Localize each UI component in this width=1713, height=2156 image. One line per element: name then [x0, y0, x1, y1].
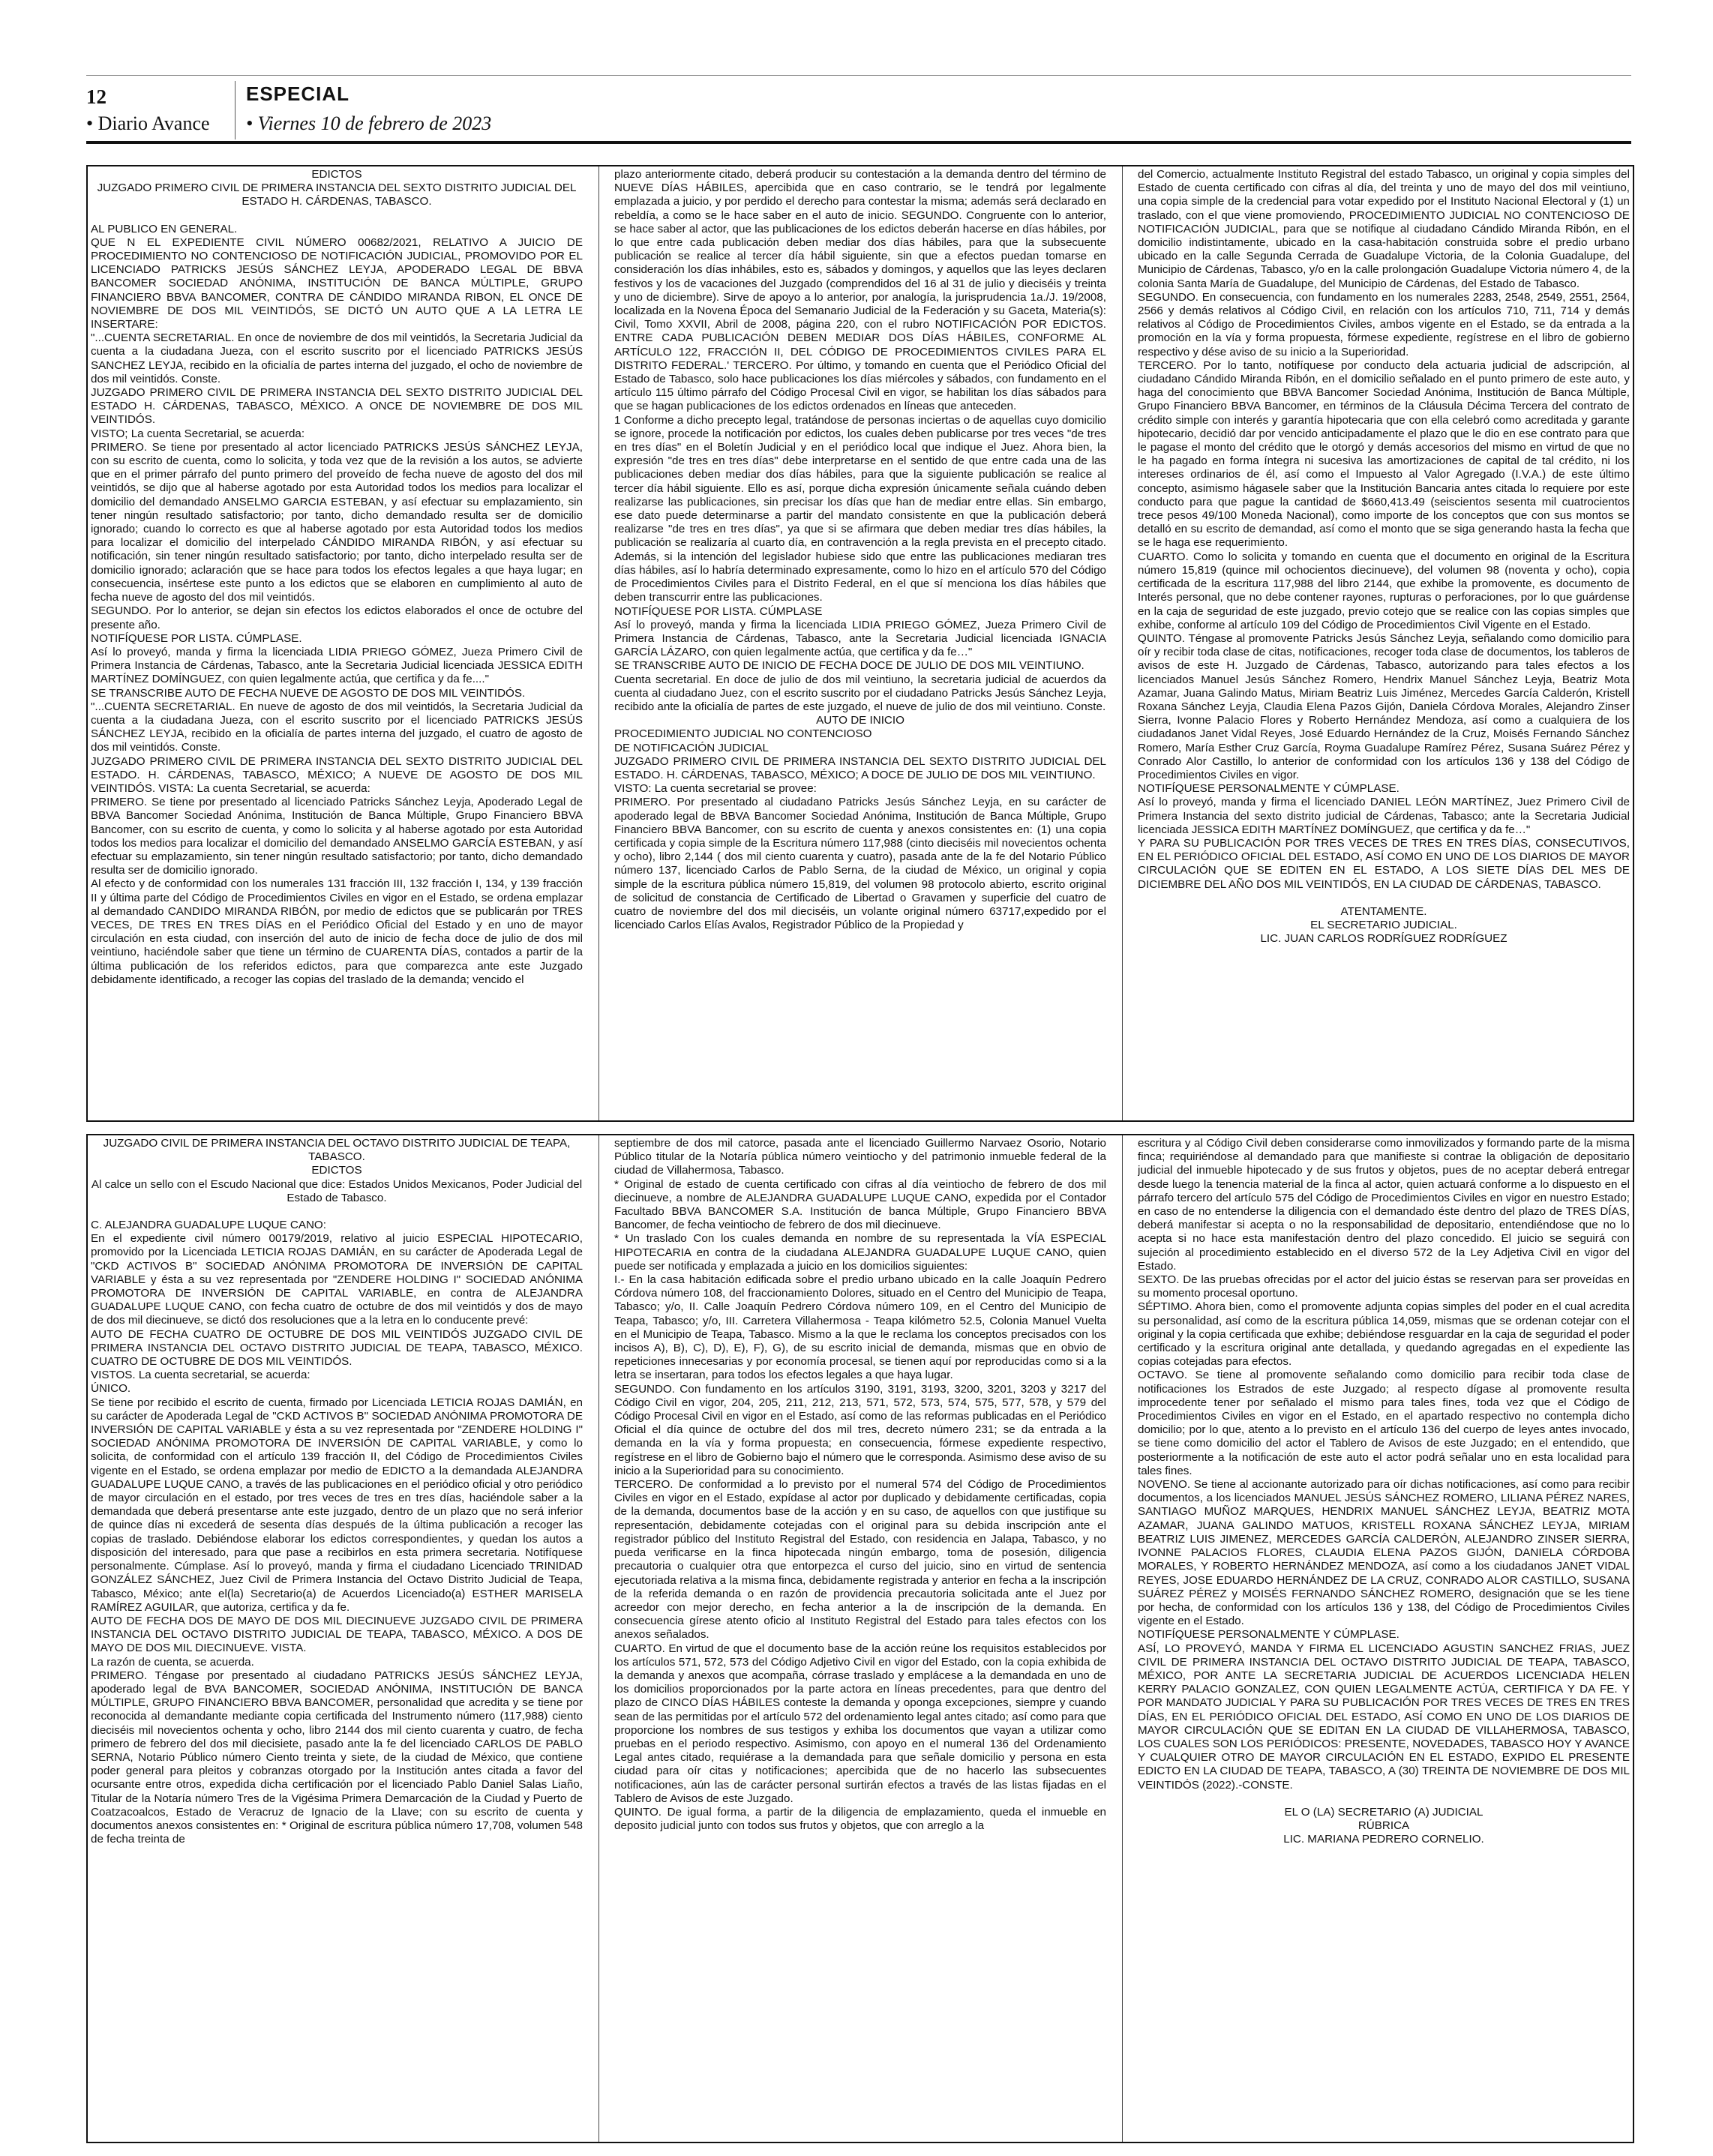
paragraph: escritura y al Código Civil deben considerarse como inmovilizados y formando parte de la misma finca; requiriéndose al demandado para que manifieste si contrae la obligación de depositario judicial del inmueble hipotecado y de sus frutos y objetos, pues de no aceptar deberá entregar desde luego la tenencia material de la finca al actor, quien actuará conforme a lo dispuesto en el párrafo tercero del artículo 575 del Código de Procedimientos Civiles en vigor en nuestro Estado; en caso de no entenderse la diligencia con el demandado éste dentro del plazo de TRES DÍAS, deberá manifestar si acepta o no la responsabilidad de depositario, entendiéndose que no lo acepta si no hace esta manifestación dentro del plazo concedido. El juicio se seguirá con sujeción al procedimiento establecido en el diverso 572 de la Ley Adjetiva Civil en vigor del Estado.	[1138, 1137, 1630, 1273]
paragraph: SEGUNDO. Con fundamento en los artículos 3190, 3191, 3193, 3200, 3201, 3203 y 3217 del Código Civil en vigor, 204, 205, 211, 212, 213, 571, 572, 573, 574, 575, 577, 578, y 579 del Código Procesal Civil en vigor en el Estado, así como de las reformas publicadas en el Periódico Oficial el día quince de octubre del dos mil tres, decreto número 231; se da entrada a la demanda en la vía y forma propuesta; en consecuencia, fórmese expediente respectivo, regístrese en el libro de Gobierno bajo el número que le corresponda. Asimismo dese aviso de su inicio a la Superioridad para su conocimiento.	[614, 1382, 1106, 1477]
column-1	[91, 166, 583, 1120]
paragraph: VISTO: La cuenta secretarial se provee:	[614, 782, 817, 796]
paragraph: JUZGADO PRIMERO CIVIL DE PRIMERA INSTANCIA DEL SEXTO DISTRITO JUDICIAL DEL ESTADO. H. CÁRDENAS, TABASCO, MÉXICO; A NUEVE DE AGOSTO DE DOS MIL VEINTIDÓS. VISTA: La cuenta Secretarial, se acuerda:	[91, 754, 583, 795]
paragraph: NOVENO. Se tiene al accionante autorizado para oír dichas notificaciones, así como para recibir documentos, a los licenciados MANUEL JESÚS SÁNCHEZ ROMERO, LILIANA PÉREZ NARES, SANTIAGO MUÑOZ MARQUES, HENDRIX MANUEL SÁNCHEZ LEYJA, BEATRIZ MOTA AZAMAR, JUANA GALINDO MATUOS, KRISTELL ROXANA SÁNCHEZ LEYJA, MIRIAM BEATRIZ LUIS JIMENEZ, MERCEDES GARCÍA CALDERÓN, ALEJANDRO ZINSER SIERRA, IVONNE PALACIOS FLORES, CLAUDIA ELENA PAZOS GIJÓN, DANIELA CÓRDOBA MORALES, Y ROBERTO HERNÁNDEZ MENDOZA, así como a los ciudadanos JANET VIDAL REYES, JOSE EDUARDO HERNÁNDEZ DE LA CRUZ, CONRADO ALOR CASTILLO, SUSANA SUÁREZ PÉREZ y MOISÉS FERNANDO SÁNCHEZ ROMERO, designación que se les tiene por hecha, de conformidad con los artículos 136 y 138, del Código de Procedimientos Civiles vigente en el Estado.	[1138, 1478, 1630, 1628]
paragraph: ASÍ, LO PROVEYÓ, MANDA Y FIRMA EL LICENCIADO AGUSTIN SANCHEZ FRIAS, JUEZ CIVIL DE PRIMERA INSTANCIA DEL OCTAVO DISTRITO JUDICIAL DE TEAPA, TABASCO, MÉXICO, POR ANTE LA SECRETARIA JUDICIAL DE ACUERDOS LICENCIADA HELEN KERRY PALACIO GONZALEZ, CON QUIEN LEGALMENTE ACTÚA, CERTIFICA Y DA FE. Y POR MANDATO JUDICIAL Y PARA SU PUBLICACIÓN POR TRES VECES DE TRES EN TRES DÍAS, EN EL PERIÓDICO OFICIAL DEL ESTADO, ASÍ COMO EN UNO DE LOS DIARIOS DE MAYOR CIRCULACIÓN QUE SE EDITAN EN LA CIUDAD DE VILLAHERMOSA, TABASCO, LOS CUALES SON LOS PERIÓDICOS: PRESENTE, NOVEDADES, TABASCO HOY Y AVANCE Y CUALQUIER OTRO DE MAYOR CIRCULACIÓN EN EL ESTADO, EXPIDO EL PRESENTE EDICTO EN LA CIUDAD DE TEAPA, TABASCO, A (30) TREINTA DE NOVIEMBRE DE DOS MIL VEINTIDÓS (2022).-CONSTE.	[1138, 1642, 1630, 1792]
subheading: AUTO DE INICIO	[816, 714, 904, 727]
page-header	[86, 75, 1631, 148]
paragraph: La razón de cuenta, se acuerda.	[91, 1655, 254, 1669]
paragraph: Cuenta secretarial. En doce de julio de dos mil veintiuno, la secretaria judicial de acuerdos da cuenta al ciudadano Juez, con el escrito suscrito por el ciudadano Patricks Jesús Sánchez Leyja, recibido ante la oficialía de partes de este juzgado, el nueve de julio de dos mil veintiuno. Conste.	[614, 673, 1106, 713]
paragraph: Así lo proveyó, manda y firma la licenciada LIDIA PRIEGO GÓMEZ, Jueza Primero Civil de Primera Instancia de Cárdenas, Tabasco, ante la Secretaria Judicial licenciada IGNACIA GARCÍA LÁZARO, con quien legalmente actúa, que certifica y da fe…"	[614, 618, 1106, 659]
paragraph: PRIMERO. Se tiene por presentado al actor licenciado PATRICKS JESÚS SÁNCHEZ LEYJA, con su escrito de cuenta, como lo solicita, y toda vez que de la revisión a los autos, se advierte que en el primer párrafo del punto primero del proveído de fecha nueve de agosto del dos mil veintidós, se dijo que al haberse agotado por esta Autoridad todos los medios para localizar el domicilio del demandado ANSELMO GARCIA ESTEBAN, y así efectuar su emplazamiento, sin tener ningún resultado satisfactorio; por tanto, dicho demandado resulta ser de domicilio ignorado; cuando lo correcto es que al haberse agotado por esta Autoridad todos los medios para localizar el domicilio del interpelado CÁNDIDO MIRANDA RIBÓN, y así efectuar su notificación, sin tener ningún resultado satisfactorio; por tanto, dicho interpelado resulta ser de domicilio ignorado; aclaración que se hace para todos los efectos legales a que haya lugar; en consecuencia, insértese este punto a los edictos que se elaboren en cumplimiento al auto de fecha nueve de agosto del dos mil veintidós.	[91, 440, 583, 604]
paragraph: plazo anteriormente citado, deberá producir su contestación a la demanda dentro del término de NUEVE DÍAS HÁBILES, apercibida que en caso contrario, se le tendrá por legalmente emplazada a juicio, y por perdido el derecho para contestar la misma; además será declarado en rebeldía, a como se le hace saber en el auto de inicio. SEGUNDO. Congruente con lo anterior, se hace saber al actor, que las publicaciones de los edictos deberán hacerse en días hábiles, por lo que entre cada publicación deben mediar dos días hábiles, para que la subsecuente publicación se realice al tercer día hábil siguiente, sin que a efectos puedan tomarse en consideración los días inhábiles, esto es, sábados y domingos, y aquellos que las leyes declaren festivos y los de vacaciones del Juzgado (comprendidos del 16 al 31 de julio y dieciséis y treinta y uno de diciembre). Sirve de apoyo a lo anterior, por analogía, la jurisprudencia 1a./J. 19/2008, localizada en la Novena Época del Semanario Judicial de la Federación y su Gaceta, Materia(s): Civil, Tomo XXVII, Abril de 2008, página 220, con el rubro NOTIFICACIÓN POR EDICTOS. ENTRE CADA PUBLICACIÓN DEBEN MEDIAR DOS DÍAS HÁBILES, CONFORME AL ARTÍCULO 122, FRACCIÓN II, DEL CÓDIGO DE PROCEDIMIENTOS CIVILES PARA EL DISTRITO FEDERAL.' TERCERO. Por último, y tomando en cuenta que el Periódico Oficial del Estado de Tabasco, solo hace publicaciones los días miércoles y sábados, con fundamento en el artículo 115 último párrafo del Código Procesal Civil en vigor, se habilitan los días sábados para que se hagan publicaciones de los edictos ordenados en líneas que anteceden.	[614, 168, 1106, 413]
column-divider	[598, 1135, 599, 2142]
paragraph: Al efecto y de conformidad con los numerales 131 fracción III, 132 fracción I, 134, y 139 fracción II y última parte del Código de Procedimientos Civiles en vigor en el Estado, se ordena emplazar al demandado CANDIDO MIRANDA RIBÓN, por medio de edictos que se publicarán por TRES VECES, DE TRES EN TRES DÍAS en el Periódico Oficial del Estado y en uno de mayor circulación en esta ciudad, con inserción del auto de inicio de fecha doce de julio de dos mil veintiuno, haciéndole saber que tiene un término de CUARENTA DÍAS, contados a partir de la última publicación de los referidos edictos, para que comparezca ante este Juzgado debidamente identificado, a recoger las copias del traslado de la demanda; vencido el	[91, 877, 583, 986]
signature-line: EL O (LA) SECRETARIO (A) JUDICIAL	[1284, 1805, 1484, 1819]
signature-line: LIC. JUAN CARLOS RODRÍGUEZ RODRÍGUEZ	[1260, 932, 1508, 946]
paragraph: PROCEDIMIENTO JUDICIAL NO CONTENCIOSO	[614, 727, 872, 741]
header-rule	[86, 141, 1631, 144]
notice-heading: EDICTOS	[311, 1164, 362, 1177]
paragraph: AUTO DE FECHA CUATRO DE OCTUBRE DE DOS MIL VEINTIDÓS JUZGADO CIVIL DE PRIMERA INSTANCIA DEL OCTAVO DISTRITO JUDICIAL DE TEAPA, TABASCO, MÉXICO. CUATRO DE OCTUBRE DE DOS MIL VEINTIDÓS.	[91, 1327, 583, 1369]
signature-line: LIC. MARIANA PEDRERO CORNELIO.	[1283, 1833, 1484, 1846]
column-divider	[598, 166, 599, 1120]
paragraph: JUZGADO PRIMERO CIVIL DE PRIMERA INSTANCIA DEL SEXTO DISTRITO JUDICIAL DEL ESTADO H. CÁRDENAS, TABASCO, MÉXICO. A ONCE DE NOVIEMBRE DE DOS MIL VEINTIDÓS.	[91, 386, 583, 427]
paragraph: "...CUENTA SECRETARIAL. En once de noviembre de dos mil veintidós, la Secretaria Judicial da cuenta a la ciudadana Jueza, con el escrito suscrito por el licenciado PATRICKS JESÚS SANCHEZ LEYJA, recibido en la oficialía de partes interna del juzgado, el ocho de noviembre de dos mil veintidós. Conste.	[91, 331, 583, 385]
notice-block-teapa	[86, 1134, 1634, 2143]
paragraph: TERCERO. Por lo tanto, notifíquese por conducto dela actuaria judicial de adscripción, al ciudadano Cándido Miranda Ribón, en el domicilio señalado en el punto primero de este auto, y haga del conocimiento que BBVA Bancomer Sociedad Anónima, Institución de Banca Múltiple, Grupo Financiero BBVA Bancomer, en términos de la Cláusula Décima Tercera del contrato de crédito simple con interés y garantía hipotecaria que con ella celebró como acreditada y garante hipotecario, decidió dar por vencido anticipadamente el plazo que le dio en ese contrato para que le pagase el monto del crédito que le otorgó y demás accesorios del mismo en virtud de que no le ha pagado en forma íntegra ni sucesiva las amortizaciones de capital de tal crédito, ni los intereses ordinarios de él, así como el Impuesto al Valor Agregado (I.V.A.) de este último concepto, asimismo hágasele saber que la Institución Bancaria antes citada lo requiere por este conducto para que pague la cantidad de $660,413.49 (seiscientos sesenta mil cuatrocientos trece pesos 49/100 Moneda Nacional), como importe de los conceptos que con sus montos se detalló en su escrito de demandad, así como el monto que se siga generando hasta la fecha que se le haga ese requerimiento.	[1138, 358, 1630, 550]
spacer	[91, 209, 583, 223]
court-name: JUZGADO PRIMERO CIVIL DE PRIMERA INSTANCIA DEL SEXTO DISTRITO JUDICIAL DEL ESTADO H. CÁRDENAS, TABASCO.	[97, 181, 577, 208]
paragraph: AUTO DE FECHA DOS DE MAYO DE DOS MIL DIECINUEVE JUZGADO CIVIL DE PRIMERA INSTANCIA DEL OCTAVO DISTRITO JUDICIAL DE TEAPA, TABASCO, MÉXICO. A DOS DE MAYO DE DOS MIL DIECINUEVE. VISTA.	[91, 1614, 583, 1655]
column-3	[1138, 1135, 1630, 2142]
paragraph: septiembre de dos mil catorce, pasada ante el licenciado Guillermo Narvaez Osorio, Notario Público titular de la Notaría pública número veintiocho y del patrimonio inmueble federal de la ciudad de Villahermosa, Tabasco.	[614, 1137, 1106, 1177]
paragraph: CUARTO. Como lo solicita y tomando en cuenta que el documento en original de la Escritura número 15,819 (quince mil ochocientos diecinueve), del volumen 98 (noventa y ocho), copia certificada de la escritura 117,988 del libro 2144, que exhibe la promovente, es documento de Interés personal, que no debe contener rayones, rupturas o perforaciones, por lo que guárdense en la caja de seguridad de este juzgado, previo cotejo que se realice con las copias simples que exhibe, conforme al artículo 109 del Código de Procedimientos Civil Vigente en el Estado.	[1138, 550, 1630, 631]
paragraph: Así lo proveyó, manda y firma la licenciada LIDIA PRIEGO GÓMEZ, Jueza Primero Civil de Primera Instancia de Cárdenas, Tabasco, ante la Secretaria Judicial licenciada JESSICA EDITH MARTÍNEZ DOMÍNGUEZ, con quien legalmente actúa, que certifica y da fe...."	[91, 645, 583, 686]
paragraph: SE TRANSCRIBE AUTO DE FECHA NUEVE DE AGOSTO DE DOS MIL VEINTIDÓS.	[91, 686, 526, 700]
spacer	[1138, 892, 1630, 905]
paragraph: AL PUBLICO EN GENERAL.	[91, 222, 238, 235]
court-name: JUZGADO CIVIL DE PRIMERA INSTANCIA DEL OCTAVO DISTRITO JUDICIAL DE TEAPA, TABASCO.	[103, 1137, 571, 1164]
paragraph: OCTAVO. Se tiene al promovente señalando como domicilio para recibir toda clase de notificaciones los Estrados de este Juzgado; al respecto dígase al promovente resulta improcedente tener por señalado el mismo para tales fines, toda vez que el Código de Procedimientos Civiles en vigor en el Estado, en el apartado respectivo no contempla dicho domicilio; por lo que, atento a lo previsto en el artículo 136 del cuerpo de leyes antes invocado, se tiene como domicilio del actor el Tablero de Avisos de este Juzgado; en el entendido, que posteriormente a la notificación de este auto el actor podrá señalar uno en esta localidad para tales fines.	[1138, 1369, 1630, 1477]
issue-date: • Viernes 10 de febrero de 2023	[246, 112, 492, 134]
paragraph: SEGUNDO. En consecuencia, con fundamento en los numerales 2283, 2548, 2549, 2551, 2564, 2566 y demás relativos al Código Civil, en relación con los artículos 710, 711, 714 y demás relativos al Código de Procedimientos Civiles, ambos vigente en el Estado, se da entrada a la promoción en la vía y forma propuesta, fórmese expediente, regístrese en el libro de gobierno respectivo y dése aviso de su inicio a la Superioridad.	[1138, 290, 1630, 358]
paragraph: NOTIFÍQUESE POR LISTA. CÚMPLASE	[614, 604, 823, 618]
paragraph: 1 Conforme a dicho precepto legal, tratándose de personas inciertas o de aquellas cuyo domicilio se ignore, procede la notificación por edictos, los cuales deben publicarse por tres veces "de tres en tres días" en el Boletín Judicial y en el periódico local que indique el Juez. Ahora bien, la expresión "de tres en tres días" debe interpretarse en el sentido de que entre cada una de las publicaciones deben mediar dos días hábiles, para que la siguiente publicación se realice al tercer día hábil siguiente. Ello es así, porque dicha expresión únicamente señala cuándo deben realizarse las publicaciones, sin precisar los días que han de mediar entre ellas. Sin embargo, ese dato puede determinarse a partir del mandato consistente en que la publicación deberá realizarse "de tres en tres días", ya que si se afirmara que deben mediar tres días hábiles, la publicación se realizaría al cuarto día, en contravención a la regla prevista en el precepto citado. Además, si la intención del legislador hubiese sido que entre las publicaciones mediaran tres días hábiles, así lo habría determinado expresamente, como lo hizo en el artículo 570 del Código de Procedimientos Civiles para el Distrito Federal, en el que sí menciona los días hábiles que deben transcurrir entre las publicaciones.	[614, 413, 1106, 604]
signature-line: RÚBRICA	[1358, 1819, 1410, 1832]
paragraph: I.- En la casa habitación edificada sobre el predio urbano ubicado en la calle Joaquín Pedrero Córdova número 108, del fraccionamiento Dolores, situado en el Centro del Municipio de Teapa, Tabasco; y/o, II. Calle Joaquín Pedrero Córdova número 109, en el Centro del Municipio de Teapa, Tabasco; y/o, III. Carretera Villahermosa - Teapa kilómetro 52.5, Colonia Manuel Vuelta en el Municipio de Teapa, Tabasco. Mismo a la que le reclama los conceptos precisados con los incisos A), B), C), D), E), F), G), de su escrito inicial de demanda, mismas que en obvio de repeticiones innecesarias y por economía procesal, se tienen aquí por reproducidas como si a la letra se insertaran, para todos los efectos legales a que haya lugar.	[614, 1273, 1106, 1382]
paragraph: "...CUENTA SECRETARIAL. En nueve de agosto de dos mil veintidós, la Secretaria Judicial da cuenta a la ciudadana Jueza, con el escrito suscrito por el licenciado PATRICKS JESÚS SÁNCHEZ LEYJA, recibido en la oficialía de partes interna del juzgado, el cuatro de agosto de dos mil veintidós. Conste.	[91, 700, 583, 754]
paragraph: NOTIFÍQUESE PERSONALMENTE Y CÚMPLASE.	[1138, 1628, 1400, 1642]
paragraph: VISTOS. La cuenta secretarial, se acuerda:	[91, 1369, 310, 1382]
column-3	[1138, 166, 1630, 1120]
section-title: ESPECIAL	[246, 82, 350, 105]
spacer	[91, 1205, 583, 1219]
paragraph: SEXTO. De las pruebas ofrecidas por el actor del juicio éstas se reservan para ser proveídas en su momento procesal oportuno.	[1138, 1273, 1630, 1300]
newspaper-name: • Diario Avance	[86, 112, 210, 134]
column-2	[614, 1135, 1106, 2142]
paragraph: NOTIFÍQUESE POR LISTA. CÚMPLASE.	[91, 631, 302, 645]
header-divider	[235, 81, 236, 139]
paragraph: del Comercio, actualmente Instituto Registral del estado Tabasco, un original y copia simples del Estado de cuenta certificado con cifras al día, del treinta y uno de mayo del dos mil veintiuno, una copia simple de la credencial para votar expedido por el Instituto Nacional Electoral y (1) un traslado, con el que viene promoviendo, PROCEDIMIENTO JUDICIAL NO CONTENCIOSO DE NOTIFICACIÓN JUDICIAL, para que se notifique al ciudadano Cándido Miranda Ribón, en el domicilio indistintamente, ubicado en la casa-habitación construida sobre el predio urbano ubicado en la calle Segunda Cerrada de Guadalupe Victoria, de la Colonia Guadalupe, del Municipio de Cárdenas, Tabasco, y/o en la calle prolongación Guadalupe Victoria número 4, de la colonia Santa María de Guadalupe, del Municipio de Cárdenas, del Estado de Tabasco.	[1138, 168, 1630, 290]
paragraph: SE TRANSCRIBE AUTO DE INICIO DE FECHA DOCE DE JULIO DE DOS MIL VEINTIUNO.	[614, 659, 1084, 673]
paragraph: QUINTO. Téngase al promovente Patricks Jesús Sánchez Leyja, señalando como domicilio para oír y recibir toda clase de citas, notificaciones, recoger toda clase de documentos, los tableros de avisos de este H. Juzgado de Cárdenas, Tabasco, autorizando para tales efectos a los licenciados Manuel Jesús Sánchez Romero, Hendrix Manuel Sánchez Leyja, Beatriz Mota Azamar, Juana Galindo Matus, Miriam Beatriz Luis Jiménez, Mercedes García Calderón, Kristell Roxana Sánchez Leyja, Claudia Elena Pazos Gijón, Daniela Córdova Morales, Alejandro Zinser Sierra, Ivonne Palacio Flores y Roberto Hernández Mendoza, así como a cualquiera de los ciudadanos Janet Vidal Reyes, José Eduardo Hernández de la Cruz, Moisés Fernando Sánchez Romero, María Esther Cruz García, Royma Guadalupe Ramírez Pérez, Susana Suárez Pérez y Conrado Alor Castillo, lo anterior de conformidad con los artículos 136 y 138 del Código de Procedimientos Civiles en vigor.	[1138, 631, 1630, 781]
paragraph: QUINTO. De igual forma, a partir de la diligencia de emplazamiento, queda el inmueble en deposito judicial junto con todos sus frutos y objetos, que con arreglo a la	[614, 1805, 1106, 1833]
paragraph: PRIMERO. Por presentado al ciudadano Patricks Jesús Sánchez Leyja, en su carácter de apoderado legal de BBVA Bancomer Sociedad Anónima, Institución de Banca Múltiple, Grupo Financiero BBVA Bancomer, con su escrito de cuenta y anexos consistentes en: (1) una copia certificada y copia simple de la Escritura número 117,988 (cinto dieciséis mil novecientos ochenta y ocho), libro 2,144 ( dos mil ciento cuarenta y cuatro), pasada ante de la fe del Notario Público número 137, licenciado Carlos de Pablo Serna, de la ciudad de México, un original y copia simple de la escritura pública número 15,819, del volumen 98 protocolo abierto, escrito original de solicitud de constancia de Certificado de Libertad o Gravamen y superficie del cuatro de cuatro de noviembre del dos mil dieciséis, un volante original número 63717,expedido por el licenciado Carlos Elías Avalos, Registrador Público de la Propiedad y	[614, 796, 1106, 932]
signature-line: ATENTAMENTE.	[1340, 904, 1427, 918]
signature-line: EL SECRETARIO JUDICIAL.	[1310, 918, 1457, 931]
paragraph: * Original de estado de cuenta certificado con cifras al día veintiocho de febrero de dos mil diecinueve, a nombre de ALEJANDRA GUADALUPE LUQUE CANO, expedida por el Contador Facultado BBVA BANCOMER S.A. Institución de banca Múltiple, Grupo Financiero BBVA Bancomer, de fecha veintiocho de febrero de dos mil diecinueve.	[614, 1177, 1106, 1232]
paragraph: Se tiene por recibido el escrito de cuenta, firmado por Licenciada LETICIA ROJAS DAMIÁN, en su carácter de Apoderada Legal de "CKD ACTIVOS B" SOCIEDAD ANÓNIMA PROMOTORA DE INVERSIÓN DE CAPITAL VARIABLE y ésta a su vez representada por "ZENDERE HOLDING I" SOCIEDAD ANÓNIMA PROMOTORA DE INVERSIÓN DE CAPITAL VARIABLE, y como lo solicita, de conformidad con el artículo 139 fracción II, del Código de Procedimientos Civiles vigente en el Estado, se ordena emplazar por medio de EDICTO a la demandada ALEJANDRA GUADALUPE LUQUE CANO, a través de las publicaciones en el periódico oficial y otro periódico de mayor circulación en el estado, por tres veces de tres en tres días, haciéndole saber a la demandada que deberá presentarse ante este juzgado, dentro de un plazo que no será inferior de quince días ni excederá de sesenta días después de la última publicación a recoger las copias de traslado. Debiéndose elaborar los edictos correspondientes, y quedan los autos a disposición del interesado, para que pase a recibirlos en esta primera secretaria. Notifíquese personalmente. Cúmplase. Así lo proveyó, manda y firma el ciudadano Licenciado TRINIDAD GONZÁLEZ SÁNCHEZ, Juez Civil de Primera Instancia del Octavo Distrito Judicial de Teapa, Tabasco, México; ante el(la) Secretario(a) de Acuerdos Licenciado(a) ESTHER MARISELA RAMÍREZ AGUILAR, que autoriza, certifica y da fe.	[91, 1396, 583, 1614]
column-divider	[1122, 1135, 1123, 2142]
paragraph: VISTO; La cuenta Secretarial, se acuerda:	[91, 427, 305, 440]
paragraph: Y PARA SU PUBLICACIÓN POR TRES VECES DE TRES EN TRES DÍAS, CONSECUTIVOS, EN EL PERIÓDICO OFICIAL DEL ESTADO, ASÍ COMO EN UNO DE LOS DIARIOS DE MAYOR CIRCULACIÓN QUE SE EDITEN EN EL ESTADO, A LOS SIETE DÍAS DEL MES DE DICIEMBRE DEL AÑO DOS MIL VEINTIDÓS, EN LA CIUDAD DE CÁRDENAS, TABASCO.	[1138, 836, 1630, 891]
paragraph: JUZGADO PRIMERO CIVIL DE PRIMERA INSTANCIA DEL SEXTO DISTRITO JUDICIAL DEL ESTADO. H. CÁRDENAS, TABASCO, MÉXICO; A DOCE DE JULIO DE DOS MIL VEINTIUNO.	[614, 754, 1106, 781]
paragraph: C. ALEJANDRA GUADALUPE LUQUE CANO:	[91, 1219, 326, 1232]
paragraph: PRIMERO. Téngase por presentado al ciudadano PATRICKS JESÚS SÁNCHEZ LEYJA, apoderado legal de BVA BANCOMER, SOCIEDAD ANÓNIMA, INSTITUCIÓN DE BANCA MÚLTIPLE, GRUPO FINANCIERO BBVA BANCOMER, personalidad que acredita y se tiene por reconocida al demandante mediante copia certificada del Instrumento número (117,988) ciento dieciséis mil novecientos ochenta y ocho, libro 2144 dos mil ciento cuarenta y cuatro, de fecha primero de febrero del dos mil diecisiete, pasado ante la fe del licenciado CARLOS DE PABLO SERNA, Notario Público número Ciento treinta y siete, de la ciudad de México, que contiene poder general para pleitos y cobranzas otorgado por la Institución antes citada a favor del ocursante entre otros, expedida dicha certificación por el licenciado Pablo Daniel Salas Liaño, Titular de la Notaría número Tres de la Vigésima Primera Demarcación de la Ciudad y Puerto de Coatzacoalcos, Estado de Veracruz de Ignacio de la Llave; con su escrito de cuenta y documentos anexos consistentes en: * Original de escritura pública número 17,708, volumen 548 de fecha treinta de	[91, 1669, 583, 1846]
paragraph: CUARTO. En virtud de que el documento base de la acción reúne los requisitos establecidos por los artículos 571, 572, 573 del Código Adjetivo Civil en vigor del Estado, con la copia exhibida de la demanda y anexos que acompaña, córrase traslado y emplácese a la demandada en uno de los domicilios proporcionados por la parte actora en líneas precedentes, para que dentro del plazo de CINCO DÍAS HÁBILES conteste la demanda y oponga excepciones, siempre y cuando sean de las permitidas por el artículo 572 del ordenamiento legal antes citado; así como para que proporcione los nombres de sus testigos y exhiba los documentos que vayan a utilizar como pruebas en el periodo respectivo. Asimismo, con apoyo en el numeral 136 del Ordenamiento Legal antes citado, requiérase a la demandada para que señale domicilio y persona en esta ciudad para oír citas y notificaciones; apercibida que de no hacerlo las subsecuentes notificaciones, aún las de carácter personal surtirán efectos a través de las listas fijadas en el Tablero de Avisos de este Juzgado.	[614, 1642, 1106, 1805]
paragraph: Así lo proveyó, manda y firma el licenciado DANIEL LEÓN MARTÍNEZ, Juez Primero Civil de Primera Instancia del sexto distrito judicial de Cárdenas, Tabasco; ante la Secretaria Judicial licenciada JESSICA EDITH MARTÍNEZ DOMÍNGUEZ, que certifica y da fe…"	[1138, 796, 1630, 836]
column-divider	[1122, 166, 1123, 1120]
paragraph: TERCERO. De conformidad a lo previsto por el numeral 574 del Código de Procedimientos Civiles en vigor en el Estado, expídase al actor por duplicado y debidamente certificadas, copia de la demanda, documentos base de la acción y en su caso, de aquellos con que justifique su representación, debidamente cotejadas con el original para su debida inscripción ante el registrador público del Instituto Registral del Estado, con residencia en Jalapa, Tabasco, y no pueda verificarse en la finca hipotecada ningún embargo, toma de posesión, diligencia precautoria o cualquier otra que entorpezca el curso del juicio, sino en virtud de sentencia ejecutoriada relativa a la misma finca, debidamente registrada y anterior en fecha a la inscripción de la referida demanda o en razón de providencia precautoria solicitada ante el Juez por acreedor con mejor derecho, en fecha anterior a la de inscripción de la demanda. En consecuencia gírese atento oficio al Instituto Registral del Estado para tales efectos con los anexos señalados.	[614, 1478, 1106, 1642]
paragraph: SÉPTIMO. Ahora bien, como el promovente adjunta copias simples del poder en el cual acredita su personalidad, así como de la escritura pública 14,059, mismas que se ordenan cotejar con el original y la copia certificada que exhibe; debiéndose resguardar en la caja de seguridad el poder certificado y la escritura original ante detallada, y quedando agregadas en el expediente las copias cotejadas para efectos.	[1138, 1300, 1630, 1369]
paragraph: PRIMERO. Se tiene por presentado al licenciado Patricks Sánchez Leyja, Apoderado Legal de BBVA Bancomer Sociedad Anónima, Institución de Banca Múltiple, Grupo Financiero BBVA Bancomer, con su escrito de cuenta, y como lo solicita y al haberse agotado por esta Autoridad todos los medios para localizar el domicilio del demandado ANSELMO GARCÍA ESTEBAN, y así efectuar su emplazamiento, sin tener ningún resultado satisfactorio; por tanto, dicho demandado resulta ser de domicilio ignorado.	[91, 796, 583, 877]
paragraph: NOTIFÍQUESE PERSONALMENTE Y CÚMPLASE.	[1138, 782, 1400, 796]
seal-note: Al calce un sello con el Escudo Nacional que dice: Estados Unidos Mexicanos, Poder Judicial del Estado de Tabasco.	[91, 1177, 583, 1204]
spacer	[1138, 1792, 1630, 1806]
paragraph: SEGUNDO. Por lo anterior, se dejan sin efectos los edictos elaborados el once de octubre del presente año.	[91, 604, 583, 631]
notice-block-cardenas	[86, 165, 1634, 1122]
notice-heading: EDICTOS	[311, 168, 362, 181]
column-2	[614, 166, 1106, 1120]
page-number: 12	[86, 85, 106, 108]
column-1	[91, 1135, 583, 2142]
paragraph: En el expediente civil número 00179/2019, relativo al juicio ESPECIAL HIPOTECARIO, promovido por la Licenciada LETICIA ROJAS DAMIÁN, en su carácter de Apoderada Legal de "CKD ACTIVOS B" SOCIEDAD ANÓNIMA PROMOTORA DE INVERSIÓN DE CAPITAL VARIABLE y ésta a su vez representada por "ZENDERE HOLDING I" SOCIEDAD ANÓNIMA PROMOTORA DE INVERSIÓN DE CAPITAL VARIABLE, en contra de ALEJANDRA GUADALUPE LUQUE CANO, con fecha cuatro de octubre de dos mil veintidós y dos de mayo de dos mil diecinueve, se dictó dos resoluciones que a la letra en lo conducente prevé:	[91, 1232, 583, 1327]
paragraph: ÚNICO.	[91, 1382, 131, 1396]
paragraph: QUE N EL EXPEDIENTE CIVIL NÚMERO 00682/2021, RELATIVO A JUICIO DE PROCEDIMIENTO NO CONTENCIOSO DE NOTIFICACIÓN JUDICIAL, PROMOVIDO POR EL LICENCIADO PATRICKS JESÚS SÁNCHEZ LEYJA, APODERADO LEGAL DE BBVA BANCOMER SOCIEDAD ANÓNIMA, INSTITUCIÓN DE BANCA MÚLTIPLE, GRUPO FINANCIERO BBVA BANCOMER, CONTRA DE CÁNDIDO MIRANDA RIBON, EL ONCE DE NOVIEMBRE DE DOS MIL VEINTIDÓS, SE DICTÓ UN AUTO QUE A LA LETRA LE INSERTARE:	[91, 235, 583, 331]
paragraph: DE NOTIFICACIÓN JUDICIAL	[614, 741, 769, 754]
paragraph: * Un traslado Con los cuales demanda en nombre de su representada la VÍA ESPECIAL HIPOTECARIA en contra de la ciudadana ALEJANDRA GUADALUPE LUQUE CANO, quien puede ser notificada y emplazada a juicio en los domicilios siguientes:	[614, 1232, 1106, 1273]
